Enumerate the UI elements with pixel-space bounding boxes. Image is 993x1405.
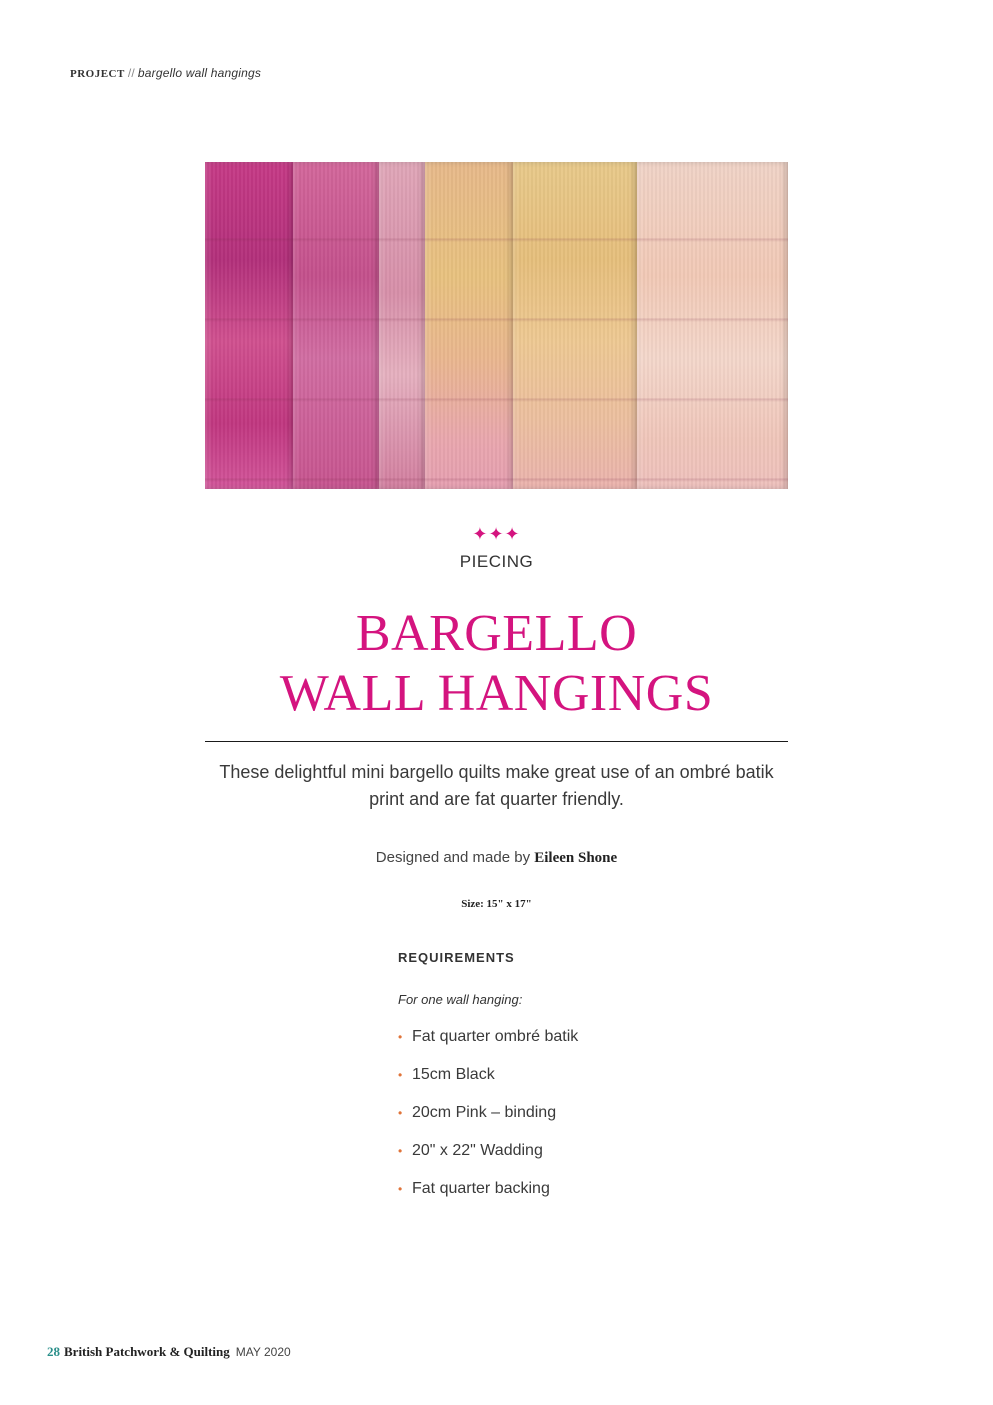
requirement-text: 20cm Pink – binding <box>412 1104 557 1121</box>
section-label: PROJECT <box>70 68 125 80</box>
issue-date: MAY 2020 <box>235 1345 291 1359</box>
page-footer <box>47 1344 291 1360</box>
running-header <box>70 66 261 80</box>
bullet-icon: • <box>398 1068 403 1082</box>
bullet-icon: • <box>398 1030 403 1044</box>
bullet-icon: • <box>398 1106 403 1120</box>
designer-name: Eileen Shone <box>534 850 618 866</box>
bullet-icon: • <box>398 1182 403 1196</box>
header-separator: // <box>127 66 135 80</box>
fabric-strip <box>379 162 425 489</box>
article-title <box>0 604 993 724</box>
quilt-photo <box>205 162 788 489</box>
requirement-text: 20" x 22" Wadding <box>412 1142 543 1159</box>
credit-prefix: Designed and made by <box>375 849 531 866</box>
title-line-2: WALL HANGINGS <box>279 665 714 722</box>
header-topic: bargello wall hangings <box>137 66 262 80</box>
fabric-strip <box>205 162 293 489</box>
title-divider <box>205 741 788 742</box>
requirements-intro: For one wall hanging: <box>398 992 523 1007</box>
magazine-name: British Patchwork & Quilting <box>64 1344 230 1359</box>
fabric-strip <box>637 162 788 489</box>
fabric-strip <box>425 162 513 489</box>
list-item <box>398 1140 578 1178</box>
title-line-1: BARGELLO <box>355 605 638 662</box>
page-number: 28 <box>47 1344 60 1359</box>
fabric-strip <box>293 162 379 489</box>
list-item <box>398 1064 578 1102</box>
designer-credit <box>0 849 993 867</box>
fabric-strip <box>513 162 637 489</box>
list-item <box>398 1026 578 1064</box>
requirements-heading: REQUIREMENTS <box>398 950 515 965</box>
quilt-size: Size: 15" x 17" <box>461 898 532 910</box>
bullet-icon: • <box>398 1144 403 1158</box>
category-label: PIECING <box>459 552 534 571</box>
requirements-list <box>398 1026 578 1216</box>
list-item <box>398 1102 578 1140</box>
requirement-text: Fat quarter backing <box>412 1180 550 1197</box>
requirement-text: Fat quarter ombré batik <box>412 1028 579 1045</box>
intro-text: These delightful mini bargello quilts make great use of an ombré batik print and are fat quarter friendly. <box>219 762 774 809</box>
requirement-text: 15cm Black <box>412 1066 495 1083</box>
list-item <box>398 1178 578 1216</box>
star-ornament-icon: ✦✦✦ <box>472 524 521 544</box>
